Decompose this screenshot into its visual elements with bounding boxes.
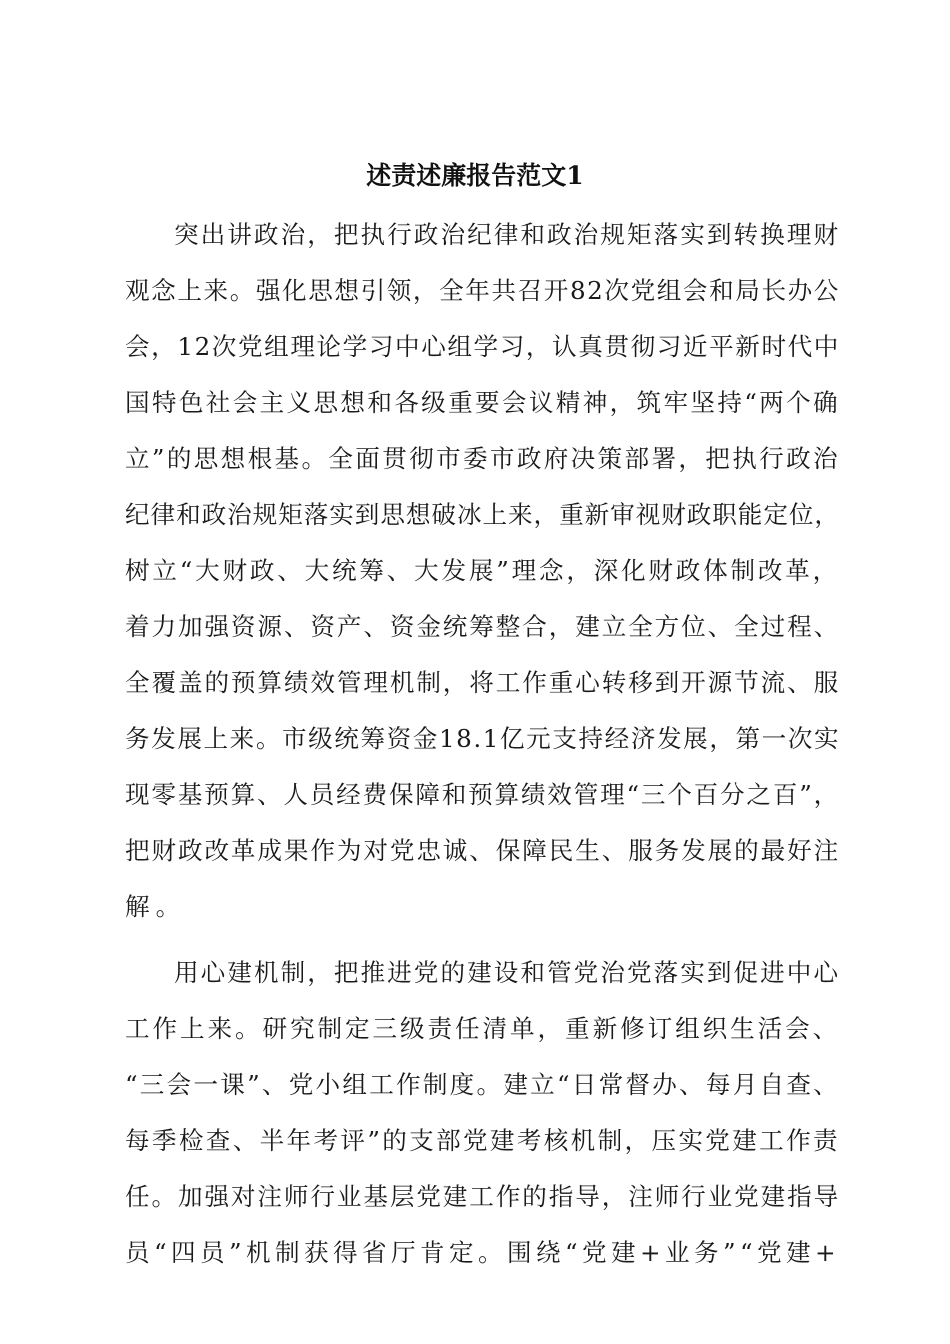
- paragraph-1-line: 立”的思想根基。全面贯彻市委市政府决策部署，把执行政治: [125, 444, 840, 473]
- paragraph-2-line: 工作上来。研究制定三级责任清单，重新修订组织生活会、: [125, 1014, 841, 1043]
- paragraph-1-line: 着力加强资源、资产、资金统筹整合，建立全方位、全过程、: [125, 612, 841, 641]
- document-body: [125, 207, 840, 1281]
- paragraph-1-line: 树立“大财政、大统筹、大发展”理念，深化财政体制改革，: [125, 556, 841, 585]
- paragraph-1-line: 国特色社会主义思想和各级重要会议精神，筑牢坚持“两个确: [125, 388, 840, 417]
- paragraph-1-line: 纪律和政治规矩落实到思想破冰上来，重新审视财政职能定位，: [125, 500, 840, 529]
- paragraph-2-line: 任。加强对注师行业基层党建工作的指导，注师行业党建指导: [125, 1182, 841, 1211]
- paragraph-gap: [125, 935, 840, 945]
- paragraph-1-line: 现零基预算、人员经费保障和预算绩效管理“三个百分之百”，: [125, 780, 840, 809]
- paragraph-2-line: “三会一课”、党小组工作制度。建立“日常督办、每月自查、: [125, 1070, 841, 1099]
- document-title: 述责述廉报告范文1: [366, 161, 584, 190]
- paragraph-1-line: 把财政改革成果作为对党忠诚、保障民生、服务发展的最好注: [125, 836, 841, 865]
- paragraph-1-line: 会，12次党组理论学习中心组学习，认真贯彻习近平新时代中: [125, 332, 840, 361]
- paragraph-2-line: 每季检查、半年考评”的支部党建考核机制，压实党建工作责: [125, 1126, 840, 1155]
- paragraph-2-line: 用心建机制，把推进党的建设和管党治党落实到促进中心: [174, 958, 841, 987]
- paragraph-1-line: 观念上来。强化思想引领，全年共召开82次党组会和局长办公: [125, 276, 840, 305]
- paragraph-2-line: 员“四员”机制获得省厅肯定。围绕“党建+业务”“党建+: [125, 1238, 841, 1267]
- paragraph-1-line: 突出讲政治，把执行政治纪律和政治规矩落实到转换理财: [174, 220, 841, 249]
- paragraph-1-line: 全覆盖的预算绩效管理机制，将工作重心转移到开源节流、服: [125, 668, 841, 697]
- paragraph-1-line: 务发展上来。市级统筹资金18.1亿元支持经济发展，第一次实: [125, 724, 841, 753]
- paragraph-1-line: 解。: [125, 892, 187, 921]
